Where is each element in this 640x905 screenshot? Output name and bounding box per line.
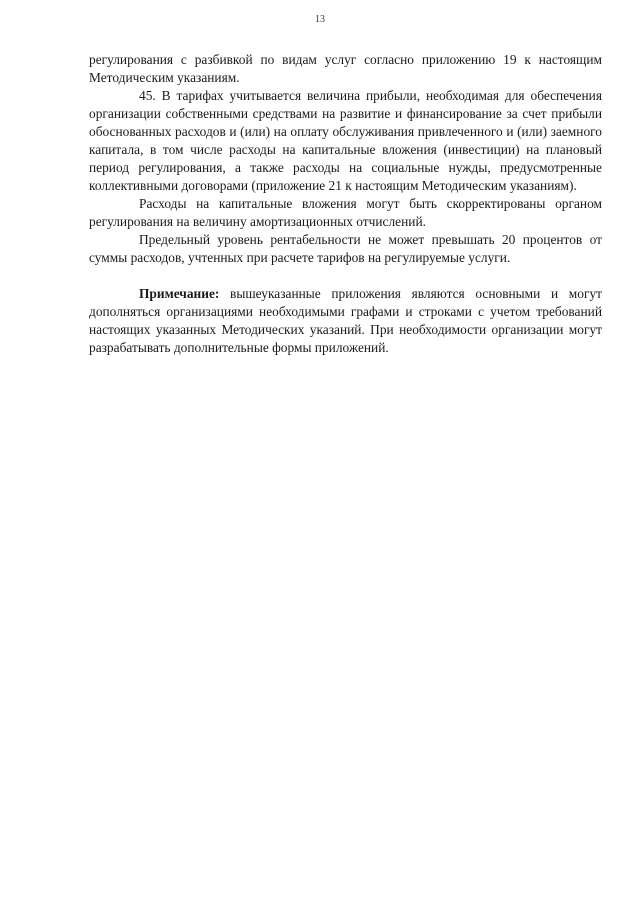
note-paragraph bbox=[89, 285, 602, 357]
note-text: вышеуказанные приложения являются основными и могут дополняться организациями необходимыми графами и строками с учетом требований настоящих указанных Методических указаний. При необходимости организации могут разрабатывать дополнительные формы приложений. bbox=[89, 286, 602, 355]
page-number: 13 bbox=[315, 14, 325, 25]
note-label: Примечание: bbox=[139, 286, 220, 301]
paragraph-continuation: регулирования с разбивкой по видам услуг согласно приложению 19 к настоящим Методическим указаниям. bbox=[89, 52, 602, 85]
paragraph-spacer bbox=[89, 267, 602, 285]
paragraph-45: 45. В тарифах учитывается величина прибыли, необходимая для обеспечения организации собственными средствами на развитие и финансирование за счет прибыли обоснованных расходов и (или) на оплату обслуживания привлеченного и (или) заемного капитала, в том числе расходы на капитальные вложения (инвестиции) на плановый период регулирования, а также расходы на социальные нужды, предусмотренные коллективными договорами (приложение 21 к настоящим Методическим указаниям). bbox=[89, 88, 602, 193]
paragraph-capital-investments: Расходы на капитальные вложения могут быть скорректированы органом регулирования на величину амортизационных отчислений. bbox=[89, 196, 602, 229]
paragraph-profitability-limit: Предельный уровень рентабельности не может превышать 20 процентов от суммы расходов, учтенных при расчете тарифов на регулируемые услуги. bbox=[89, 232, 602, 265]
document-body bbox=[89, 51, 602, 357]
